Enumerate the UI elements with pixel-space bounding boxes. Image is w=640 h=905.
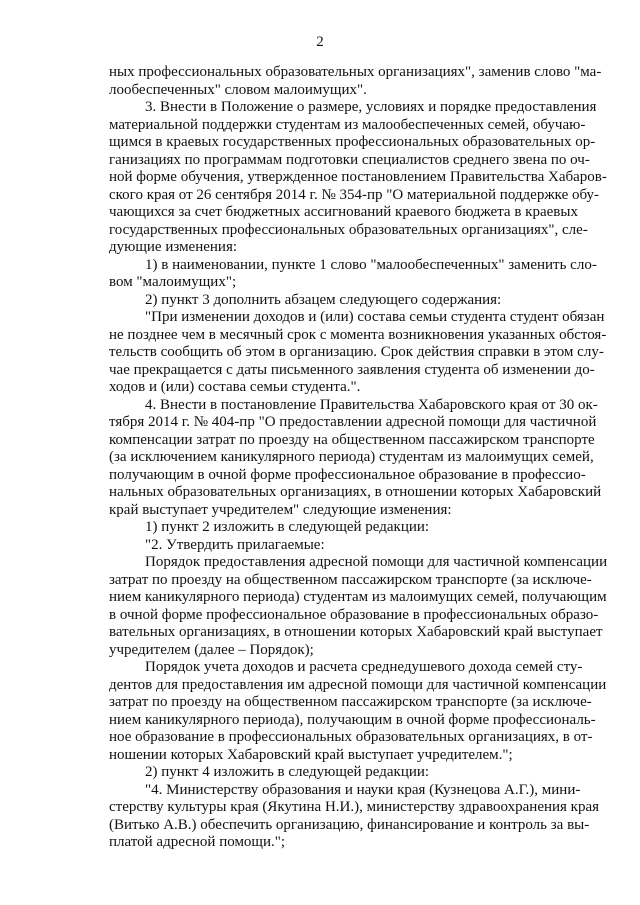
text-line: 2) пункт 3 дополнить абзацем следующего содержания: [145, 291, 502, 308]
text-line: 4. Внести в постановление Правительства Хабаровского края от 30 ок- [145, 396, 598, 413]
text-line: компенсации затрат по проезду на общественном пассажирском транспорте [109, 431, 595, 448]
text-line: в очной форме профессиональное образование в профессиональных образо- [109, 606, 599, 623]
text-line: ное образование в профессиональных образовательных организациях, в от- [109, 729, 593, 745]
text-line: дующие изменения: [109, 239, 238, 255]
text-line: чающихся за счет бюджетных ассигнований краевого бюджета в краевых [109, 204, 578, 220]
text-line: ношении которых Хабаровский край выступает учредителем."; [109, 746, 513, 763]
text-line: "При изменении доходов и (или) состава семьи студента студент обязан [145, 309, 605, 325]
text-line: нием каникулярного периода), получающим в очной форме профессиональ- [109, 711, 596, 728]
text-line: 2) пункт 4 изложить в следующей редакции: [145, 764, 430, 780]
text-line: платой адресной помощи."; [109, 834, 286, 850]
text-line: не позднее чем в месячный срок с момента возникновения указанных обстоя- [109, 326, 607, 343]
text-line: ходов и (или) состава семьи студента.". [109, 379, 361, 395]
text-line: "2. Утвердить прилагаемые: [145, 536, 325, 553]
text-line: учредителем (далее – Порядок); [109, 641, 314, 658]
text-line: нием каникулярного периода) студентам из малоимущих семей, получающим [109, 589, 607, 605]
text-line: ганизациях по программам подготовки специалистов среднего звена по оч- [109, 151, 590, 168]
text-line: край выступает учредителем" следующие изменения: [109, 501, 452, 518]
text-line: 1) в наименовании, пункте 1 слово "малообеспеченных" заменить сло- [145, 256, 597, 273]
text-line: вательных организациях, в отношении которых Хабаровский край выступает [109, 624, 603, 640]
text-line: чае прекращается с даты письменного заявления студента об изменении до- [109, 361, 595, 378]
text-line: государственных профессиональных образовательных организациях", сле- [109, 221, 588, 238]
text-line: Порядок предоставления адресной помощи для частичной компенсации [145, 554, 608, 570]
text-line: ных профессиональных образовательных организациях", заменив слово "ма- [109, 64, 602, 80]
text-line: стерству культуры края (Якутина Н.И.), министерству здравоохранения края [109, 799, 600, 815]
text-line: ной форме обучения, утвержденное постановлением Правительства Хабаров- [109, 169, 607, 185]
text-line: тября 2014 г. № 404-пр "О предоставлении адресной помощи для частичной [109, 414, 597, 430]
text-line: "4. Министерству образования и науки края (Кузнецова А.Г.), мини- [145, 781, 581, 798]
text-line: 3. Внести в Положение о размере, условиях и порядке предоставления [145, 99, 597, 115]
text-line: затрат по проезду на общественном пассажирском транспорте (за исключе- [109, 694, 592, 710]
text-line: (за исключением каникулярного периода) студентам из малоимущих семей, [109, 449, 594, 465]
text-line: щимся в краевых государственных профессиональных образовательных ор- [109, 134, 596, 150]
text-line: затрат по проезду на общественном пассажирском транспорте (за исключе- [109, 571, 592, 588]
text-line: вом "малоимущих"; [109, 274, 237, 290]
text-line: лообеспеченных" словом малоимущих". [109, 81, 367, 98]
text-line: материальной поддержки студентам из малообеспеченных семей, обучаю- [109, 116, 586, 133]
text-line: Порядок учета доходов и расчета среднедушевого дохода семей сту- [145, 659, 583, 675]
text-line: 1) пункт 2 изложить в следующей редакции: [145, 519, 430, 535]
text-line: тельств сообщить об этом в организацию. Срок действия справки в этом слу- [109, 344, 604, 360]
text-line: получающим в очной форме профессиональное образование в профессио- [109, 466, 586, 483]
text-line: дентов для предоставления им адресной помощи для частичной компенсации [109, 676, 607, 693]
page-number: 2 [316, 34, 324, 50]
text-line: ского края от 26 сентября 2014 г. № 354-пр "О материальной поддержке обу- [109, 186, 600, 203]
text-line: (Витько А.В.) обеспечить организацию, финансирование и контроль за вы- [109, 816, 590, 833]
text-line: нальных образовательных организациях, в отношении которых Хабаровский [109, 484, 602, 500]
